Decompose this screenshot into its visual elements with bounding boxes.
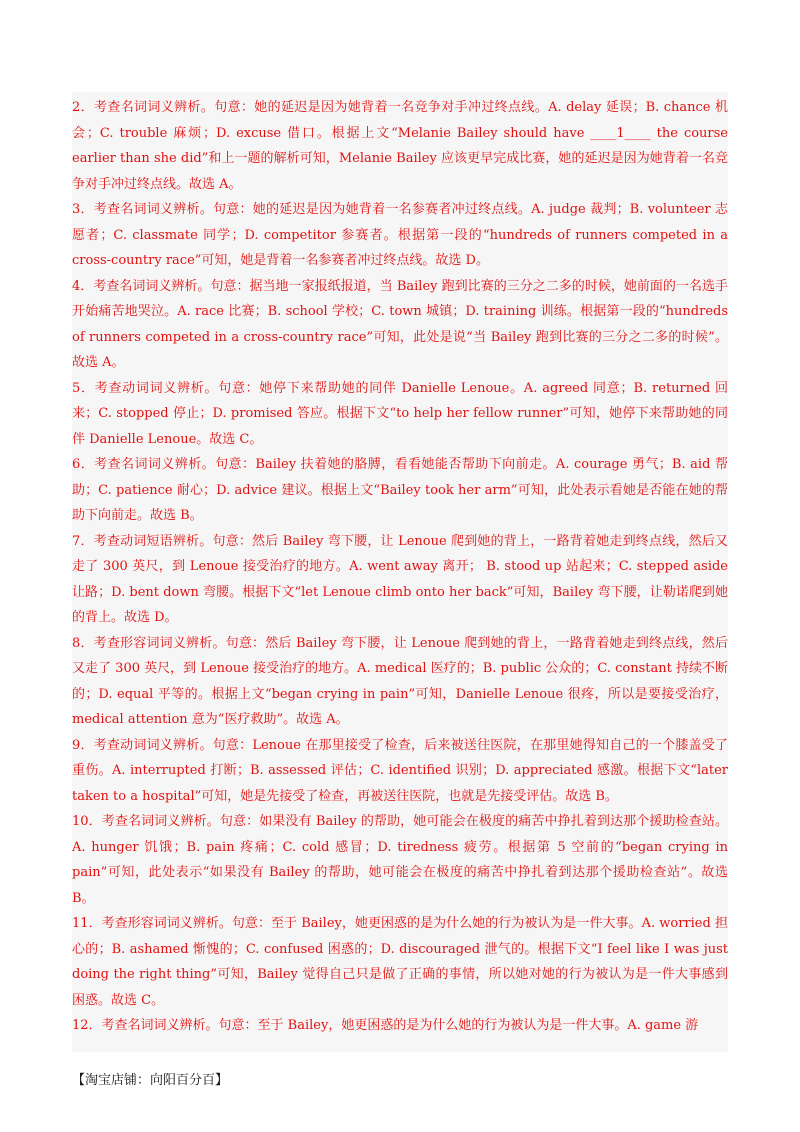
explanation-item: 10．考查名词词义辨析。句意：如果没有 Bailey 的帮助，她可能会在极度的痛苦中挣扎着到达那个援助检查站。A. hunger 饥饿；B. pain 疼痛；C. cold 感冒；D. tiredness 疲劳。根据第 5 空前的“began crying in pain”可知，此处表示“如果没有 Bailey 的帮助，她可能会在极度的痛苦中挣扎着到达那个援助检查站”。故选 B。 xyxy=(72,814,728,906)
explanation-item: 5．考查动词词义辨析。句意：她停下来帮助她的同伴 Danielle Lenoue。A. agreed 同意；B. returned 回来；C. stopped 停止；D. promised 答应。根据下文“to help her fellow runner”可知，她停下来帮助她的同伴 Danielle Lenoue。故选 C。 xyxy=(72,380,728,447)
explanation-item: 6．考查名词词义辨析。句意：Bailey 扶着她的胳膊，看看她能否帮助下向前走。A. courage 勇气；B. aid 帮助；C. patience 耐心；D. advice 建议。根据上文“Bailey took her arm”可知，此处表示看她是否能在她的帮助下向前走。故选 B。 xyxy=(72,457,728,523)
explanation-item: 3．考查名词词义辨析。句意：她的延迟是因为她背着一名参赛者冲过终点线。A. judge 裁判；B. volunteer 志愿者；C. classmate 同学；D. competitor 参赛者。根据第一段的“hundreds of runners competed in a cross-country race”可知，她是背着一名参赛者冲过终点线。故选 D。 xyxy=(72,202,728,268)
explanation-item: 11．考查形容词词义辨析。句意：至于 Bailey，她更困惑的是为什么她的行为被认为是一件大事。A. worried 担心的；B. ashamed 惭愧的；C. confused 困惑的；D. discouraged 泄气的。根据下文“I feel like I was just doing the right thing”可知，Bailey 觉得自己只是做了正确的事情，所以她对她的行为被认为是一件大事感到困惑。故选 C。 xyxy=(72,916,728,1008)
explanation-item: 8．考查形容词词义辨析。句意：然后 Bailey 弯下腰，让 Lenoue 爬到她的背上，一路背着她走到终点线，然后又走了 300 英尺，到 Lenoue 接受治疗的地方。A. medical 医疗的；B. public 公众的；C. constant 持续不断的；D. equal 平等的。根据上文“began crying in pain”可知，Danielle Lenoue 很疼，所以是要接受治疗，medical attention 意为“医疗救助”。故选 A。 xyxy=(72,635,728,727)
shop-footer: 【淘宝店铺：向阳百分百】 xyxy=(72,1073,229,1088)
answer-explanations xyxy=(72,95,728,1039)
explanation-item: 7．考查动词短语辨析。句意：然后 Bailey 弯下腰，让 Lenoue 爬到她的背上，一路背着她走到终点线，然后又走了 300 英尺，到 Lenoue 接受治疗的地方。A. went away 离开； B. stood up 站起来；C. stepped aside 让路；D. bent down 弯腰。根据下文“let Lenoue climb onto her back”可知，Bailey 弯下腰，让勒诺爬到她的背上。故选 D。 xyxy=(72,533,728,625)
explanation-item: 9．考查动词词义辨析。句意：Lenoue 在那里接受了检查，后来被送往医院，在那里她得知自己的一个膝盖受了重伤。A. interrupted 打断；B. assessed 评估；C. identified 识别；D. appreciated 感激。根据下文“later taken to a hospital”可知，她是先接受了检查，再被送往医院，也就是先接受评估。故选 B。 xyxy=(72,737,728,804)
explanation-item: 4．考查名词词义辨析。句意：据当地一家报纸报道，当 Bailey 跑到比赛的三分之二多的时候，她前面的一名选手开始痛苦地哭泣。A. race 比赛；B. school 学校；C. town 城镇；D. training 训练。根据第一段的“hundreds of runners competed in a cross-country race”可知，此处是说“当 Bailey 跑到比赛的三分之二多的时候”。故选 A。 xyxy=(72,278,728,370)
explanation-item: 2．考查名词词义辨析。句意：她的延迟是因为她背着一名竞争对手冲过终点线。A. delay 延误；B. chance 机会；C. trouble 麻烦；D. excuse 借口。根据上文“Melanie Bailey should have ____1____ the course earlier than she did”和上一题的解析可知，Melanie Bailey 应该更早完成比赛，她的延迟是因为她背着一名竞争对手冲过终点线。故选 A。 xyxy=(72,100,728,192)
explanation-item: 12．考查名词词义辨析。句意：至于 Bailey，她更困惑的是为什么她的行为被认为是一件大事。A. game 游 xyxy=(72,1018,699,1033)
